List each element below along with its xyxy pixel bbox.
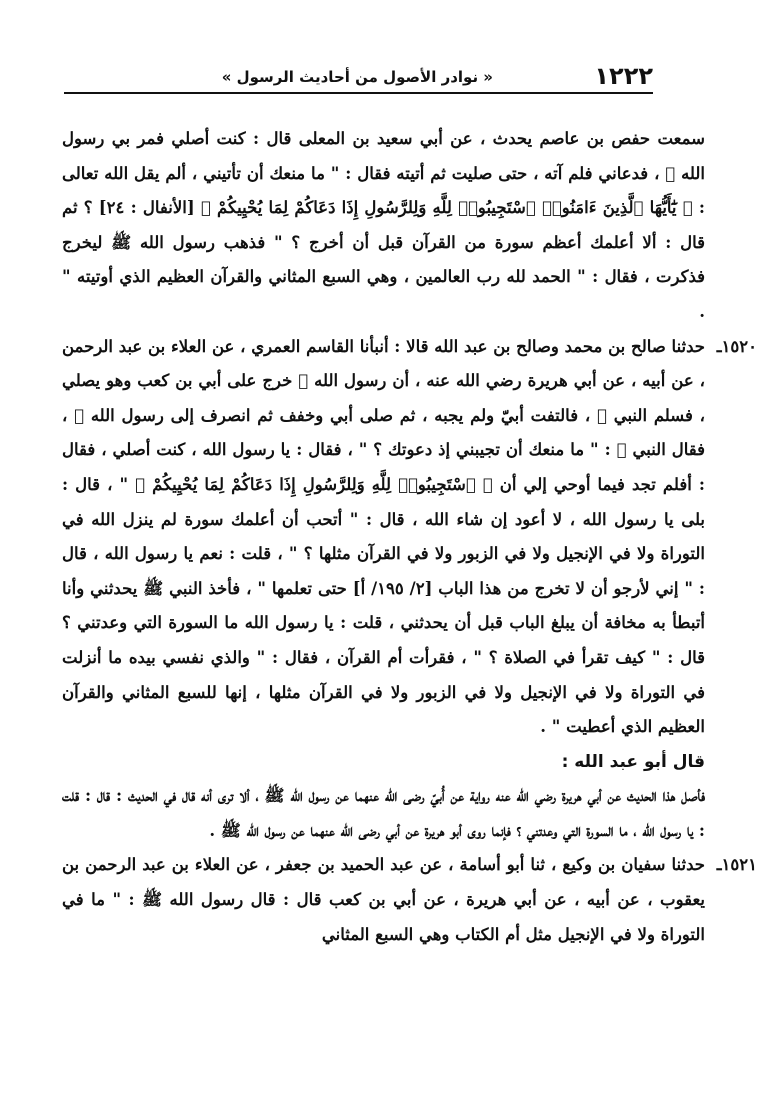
section-heading: قال أبو عبد الله :	[561, 751, 705, 772]
page-number: ١٢٢٢	[594, 62, 653, 90]
hadith-text: حدثنا سفيان بن وكيع ، ثنا أبو أسامة ، عن عبد الحميد بن جعفر ، عن العلاء بن عبد الرحمن بن يعقوب ، عن أبيه ، عن أبي هريرة ، عن أبي بن كعب قال : قال رسول الله ﷺ : " ما في التوراة ولا في الإنجيل مثل أم الكتاب وهي السبع المثاني	[62, 855, 705, 944]
running-title: « نوادر الأصول من أحاديث الرسول »	[221, 68, 493, 86]
paragraph-continuation: سمعت حفص بن عاصم يحدث ، عن أبي سعيد بن المعلى قال : كنت أصلي فمر بي رسول الله ﷺ ، فدعاني فلم آته ، حتى صليت ثم أتيته فقال : " ما منعك أن تأتيني ، ألم يقل الله تعالى : ﴿ يَٰٓأَيُّهَا ٱلَّذِينَ ءَامَنُوا۟ ٱسْتَجِيبُوا۟ لِلَّهِ وَلِلرَّسُولِ إِذَا دَعَاكُمْ لِمَا يُحْيِيكُمْ ﴾ [الأنفال : ٢٤] ؟ ثم قال : ألا أعلمك أعظم سورة من القرآن قبل أن أخرج ؟ " فذهب رسول الله ﷺ ليخرج فذكرت ، فقال : " الحمد لله رب العالمين ، وهي السبع المثاني والقرآن العظيم الذي أوتيته " .	[62, 129, 705, 321]
hadith-text: حدثنا صالح بن محمد وصالح بن عبد الله قالا : أنبأنا القاسم العمري ، عن العلاء بن عبد الرحمن ، عن أبيه ، عن أبي هريرة رضي الله عنه ، أن رسول الله ﷺ خرج على أبي بن كعب وهو يصلي ، فسلم النبي ﷺ ، فالتفت أبيّ ولم يجبه ، ثم صلى أبي وخفف ثم انصرف إلى رسول الله ﷺ ، فقال النبي ﷺ : " ما منعك أن تجيبني إذ دعوتك ؟ " ، فقال : يا رسول الله ، كنت أصلي ، فقال : أفلم تجد فيما أوحي إلي أن ﴿ ٱسْتَجِيبُوا۟ لِلَّهِ وَلِلرَّسُولِ إِذَا دَعَاكُمْ لِمَا يُحْيِيكُمْ ﴾ " ، قال : بلى يا رسول الله ، لا أعود إن شاء الله ، قال : " أتحب أن أعلمك سورة لم ينزل الله في التوراة ولا في الإنجيل ولا في الزبور ولا في القرآن مثلها ؟ " ، قلت : نعم يا رسول الله ، قال : " إني لأرجو أن لا تخرج من هذا الباب [٢/ ١٩٥/ أ] حتى تعلمها " ، فأخذ النبي ﷺ يحدثني وأنا أتبطأ به مخافة أن يبلغ الباب قبل أن يحدثني ، قلت : يا رسول الله ما السورة التي وعدتني ؟ قال : " كيف تقرأ في الصلاة ؟ " ، فقرأت أم القرآن ، فقال : " والذي نفسي بيده ما أنزلت في التوراة ولا في الإنجيل ولا في الزبور ولا في القرآن مثلها ، إنها للسبع المثاني والقرآن العظيم الذي أعطيت " .	[62, 336, 705, 737]
hadith-1520	[62, 330, 757, 745]
page-body	[62, 122, 757, 952]
commentary-paragraph: فأصل هذا الحديث عن أبي هريرة رضي الله عنه رواية عن أُبيّ رضى الله عنهما عن رسول الله ﷺ ، ألا ترى أنه قال في الحديث : قال : قلت : يا رسول الله ، ما السورة التي وعدتني ؟ فإنما روى أبو هريرة عن أبي رضى الله عنهما عن رسول الله ﷺ .	[62, 786, 705, 840]
hadith-number: ١٥٢٠ـ	[716, 336, 757, 356]
hadith-1521	[62, 848, 757, 952]
page-header	[64, 62, 653, 94]
hadith-number: ١٥٢١ـ	[716, 855, 757, 875]
